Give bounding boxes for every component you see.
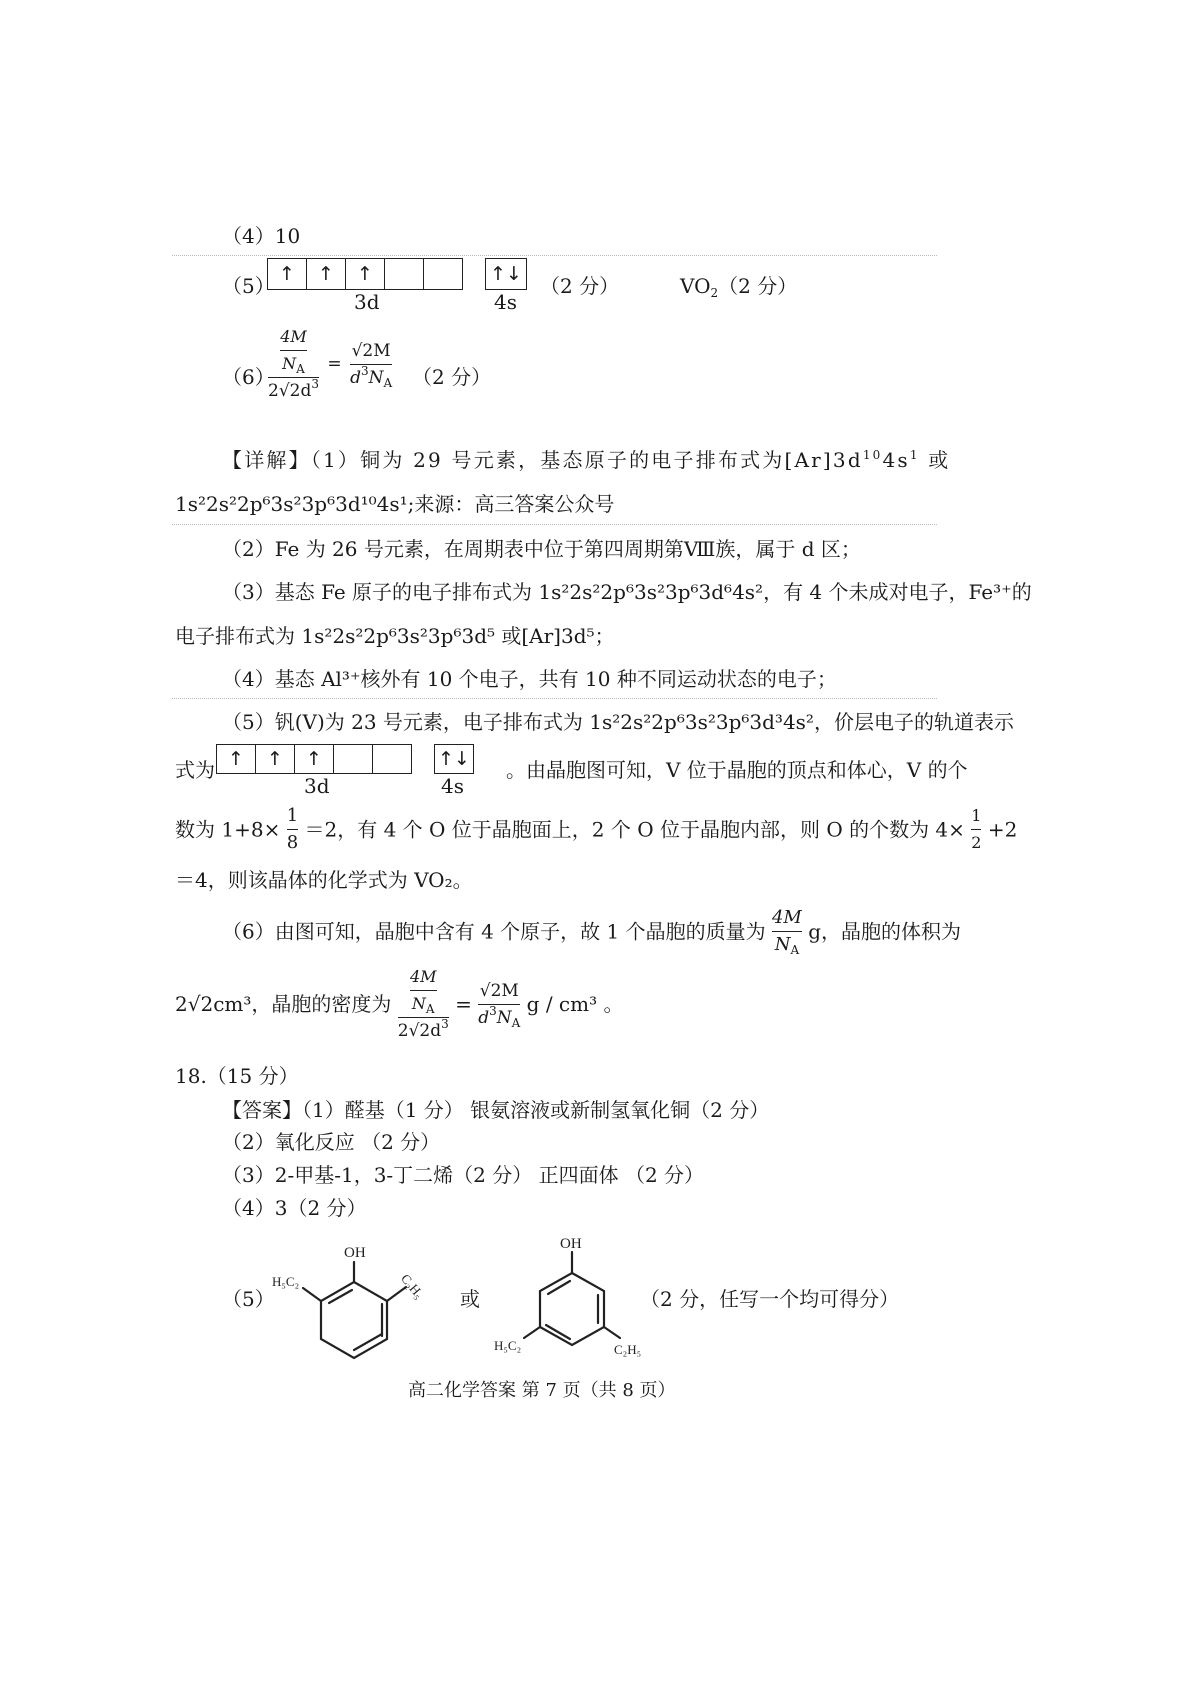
orbital-box: ↑: [217, 745, 256, 773]
orbital-box: ↑↓: [490, 263, 522, 285]
orbital-4s-label-inline: 4s: [441, 774, 464, 798]
q18-answer-2: （2）氧化反应 （2 分）: [222, 1130, 441, 1154]
orbital-3d-diagram: [267, 258, 463, 290]
fraction-one-eighth: $\frac{1}{8}$: [286, 805, 299, 853]
q18-heading: 18.（15 分）: [175, 1064, 299, 1088]
orbital-4s-diagram: [485, 258, 527, 290]
answer-5-label: （5）: [222, 274, 275, 298]
detail-p5-line3: 数为 1+8× $\frac{1}{8}$ ＝2，有 4 个 O 位于晶胞面上，2 个 O 位于晶胞内部，则 O 的个数为 4× $\frac{1}{2}$ +2: [175, 805, 1018, 853]
detail-p5-line2-post: 。由晶胞图可知，V 位于晶胞的顶点和体心，V 的个: [506, 758, 968, 782]
hydroxyl-label: OH: [344, 1245, 366, 1261]
q18-answer-4: （4）3（2 分）: [222, 1196, 367, 1220]
detail-p5-line2-pre: 式为: [175, 758, 215, 782]
orbital-box: [373, 745, 411, 773]
detail-p6-line2: 2√2cm³，晶胞的密度为 $\frac{\frac{4M}{N_A}}{2√2d^3}$ = $\frac{√2M}{d^3N_A}$ g / cm³ 。: [175, 967, 624, 1041]
density-fraction: $\frac{\frac{4M}{N_A}}{2√2d^3}$: [268, 327, 319, 401]
answer-4-label: （4）: [222, 224, 275, 248]
q18-answer-5-score: （2 分，任写一个均可得分）: [640, 1287, 900, 1311]
detail-p3-line1: （3）基态 Fe 原子的电子排布式为 1s²2s²2p⁶3s²3p⁶3d⁶4s²，有 4 个未成对电子，Fe³⁺的: [222, 580, 1032, 604]
detail-p4: （4）基态 Al³⁺核外有 10 个电子，共有 10 种不同运动状态的电子；: [222, 667, 837, 691]
q18-answer-1: 【答案】（1）醛基（1 分） 银氨溶液或新制氢氧化铜（2 分）: [222, 1098, 770, 1122]
density-result: $\frac{√2M}{d^3N_A}$: [350, 340, 393, 390]
detail-p6-line1: （6）由图可知，晶胞中含有 4 个原子，故 1 个晶胞的质量为 $\frac{4M}{N_A}$ g，晶胞的体积为: [222, 907, 962, 957]
answer-4-value: 10: [274, 224, 301, 248]
detail-p2: （2）Fe 为 26 号元素，在周期表中位于第四周期第Ⅷ族，属于 d 区；: [222, 537, 861, 561]
q18-answer-5-label: （5）: [222, 1287, 275, 1311]
orbital-box: ↑: [307, 259, 346, 289]
ethyl-label-right: C₂H₅: [398, 1270, 427, 1302]
detail-p5-line4: ＝4，则该晶体的化学式为 VO₂。: [175, 868, 473, 892]
separator: [172, 255, 937, 256]
answer-6-score: （2 分）: [412, 365, 492, 389]
orbital-box: [385, 259, 424, 289]
ethyl-label-left: H₅C₂: [494, 1338, 522, 1353]
detail-p1-line1: 【详解】（1）铜为 29 号元素，基态原子的电子排布式为$[Ar]3d^{10}4s^1$ 或: [222, 448, 951, 472]
q18-answer-3: （3）2-甲基-1，3-丁二烯（2 分） 正四面体 （2 分）: [222, 1163, 705, 1187]
page-footer: 高二化学答案 第 7 页（共 8 页）: [408, 1380, 676, 1401]
orbital-box: ↑↓: [438, 748, 470, 770]
fraction-one-half: $\frac{1}{2}$: [971, 806, 982, 852]
detail-p3-line2: 电子排布式为 1s²2s²2p⁶3s²3p⁶3d⁵ 或[Ar]3d⁵；: [175, 624, 615, 648]
answer-4: [222, 222, 300, 250]
answer-6-label: （6）: [222, 365, 275, 389]
separator: [172, 698, 937, 699]
detail-p5-line1: （5）钒(V)为 23 号元素，电子排布式为 1s²2s²2p⁶3s²3p⁶3d³4s²，价层电子的轨道表示: [222, 710, 1014, 734]
orbital-4s-label: 4s: [494, 290, 517, 314]
answer-5-formula: $VO_2(2$ 分）: [680, 274, 798, 300]
density-fraction-inline: $\frac{\frac{4M}{N_A}}{2√2d^3}$: [397, 967, 449, 1041]
answer-5-score: （2 分）: [540, 274, 620, 298]
ethyl-label-left: H₅C₂: [272, 1274, 300, 1289]
detail-p1-line2: 1s²2s²2p⁶3s²3p⁶3d¹⁰4s¹;来源：高三答案公众号: [175, 492, 615, 516]
orbital-box: ↑: [256, 745, 295, 773]
orbital-3d-label-inline: 3d: [304, 774, 330, 798]
orbital-box: ↑: [346, 259, 385, 289]
orbital-box: [424, 259, 462, 289]
orbital-3d-diagram-inline: [216, 744, 412, 774]
density-result-inline: $\frac{√2M}{d^3N_A}$: [478, 980, 521, 1030]
orbital-box: ↑: [295, 745, 334, 773]
hydroxyl-label: OH: [560, 1236, 582, 1252]
answer-6-formula: $\frac{\frac{4M}{N_A}}{2√2d^3}$ = $\frac{√2M}{d^3N_A}$: [268, 327, 393, 401]
orbital-box: [334, 745, 373, 773]
orbital-box: ↑: [268, 259, 307, 289]
orbital-3d-label: 3d: [354, 290, 380, 314]
structure-2-6-diethylphenol: [270, 1230, 450, 1375]
orbital-4s-diagram-inline: [434, 744, 474, 774]
cell-mass-fraction: $\frac{4M}{N_A}$: [771, 907, 802, 957]
ethyl-label-right: C₂H₅: [614, 1342, 642, 1357]
or-label: 或: [460, 1287, 480, 1311]
structure-3-5-diethylphenol: [492, 1228, 662, 1363]
separator: [172, 524, 937, 525]
